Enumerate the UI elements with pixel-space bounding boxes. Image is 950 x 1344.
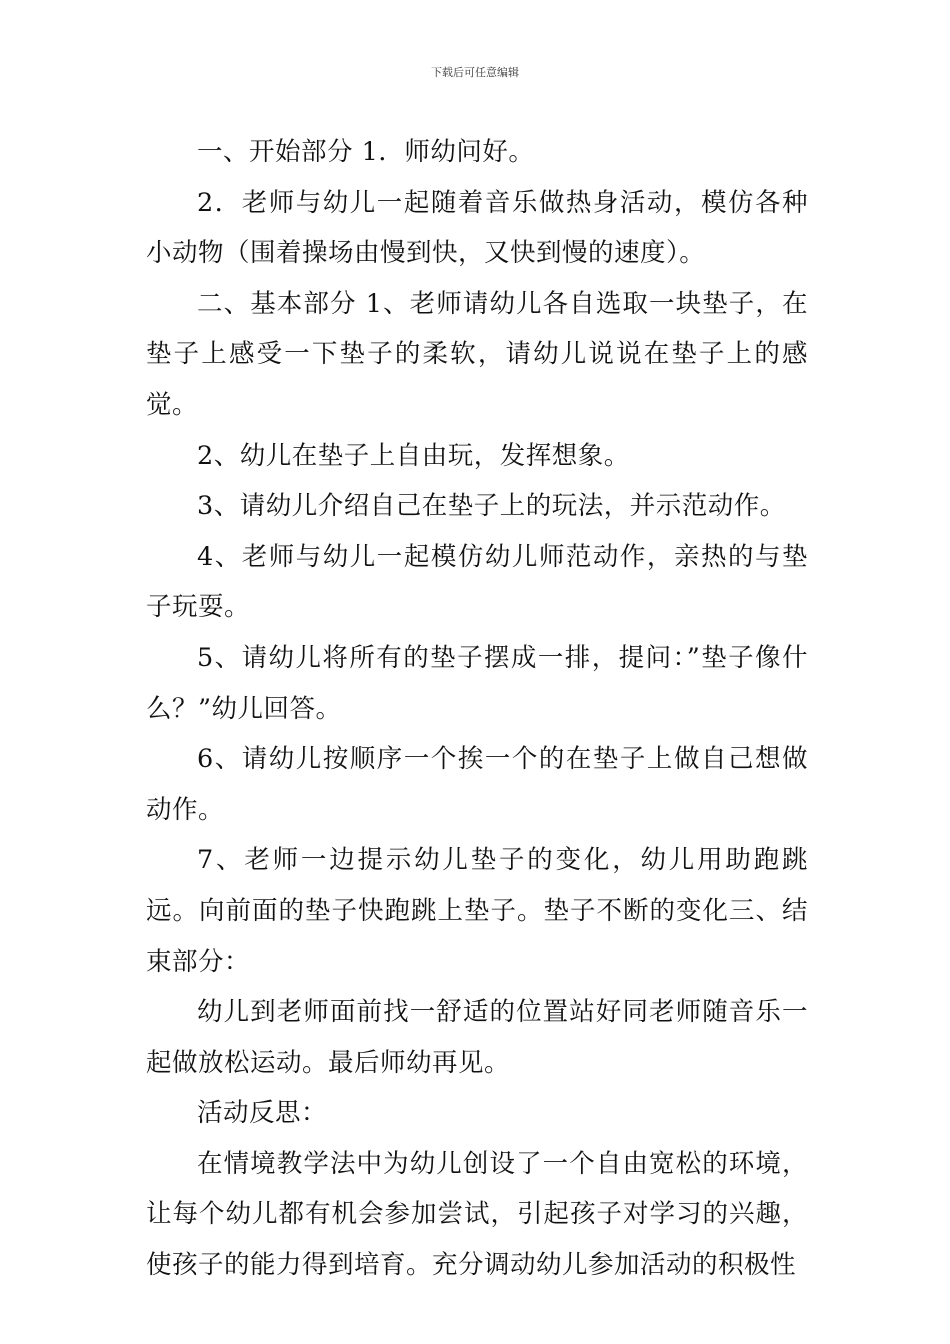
paragraph-question: 5、请幼儿将所有的垫子摆成一排，提问：”垫子像什么？”幼儿回答。 <box>146 642 808 724</box>
paragraph-reflection-heading: 活动反思： <box>197 1098 328 1129</box>
paragraph-reflection: 在情境教学法中为幼儿创设了一个自由宽松的环境，让每个幼儿都有机会参加尝试，引起孩子对学习的兴趣，使孩子的能力得到培育。充分调动幼儿参加活动的积极性 <box>146 1148 808 1281</box>
paragraph-warmup: 2．老师与幼儿一起随着音乐做热身活动，模仿各种小动物（围着操场由慢到快，又快到慢的速度）。 <box>146 187 808 269</box>
paragraph-imitate: 4、老师与幼儿一起模仿幼儿师范动作，亲热的与垫子玩耍。 <box>146 541 808 623</box>
paragraph-demonstrate: 3、请幼儿介绍自己在垫子上的玩法，并示范动作。 <box>197 491 786 522</box>
document-body <box>146 127 808 1291</box>
page-header: 下载后可任意编辑 <box>431 66 519 79</box>
paragraph-relax: 幼儿到老师面前找一舒适的位置站好同老师随音乐一起做放松运动。最后师幼再见。 <box>146 997 808 1078</box>
paragraph-long-jump: 7、老师一边提示幼儿垫子的变化，幼儿用助跑跳远。向前面的垫子快跑跳上垫子。垫子不断的变化三、结束部分： <box>146 845 808 977</box>
paragraph-basic-section: 二、基本部分 1、老师请幼儿各自选取一块垫子，在垫子上感受一下垫子的柔软，请幼儿说说在垫子上的感觉。 <box>146 288 808 420</box>
paragraph-free-play: 2、幼儿在垫子上自由玩，发挥想象。 <box>197 440 630 471</box>
paragraph-sequence: 6、请幼儿按顺序一个挨一个的在垫子上做自己想做动作。 <box>146 744 808 825</box>
paragraph-start-section: 一、开始部分 1．师幼问好。 <box>197 137 535 167</box>
